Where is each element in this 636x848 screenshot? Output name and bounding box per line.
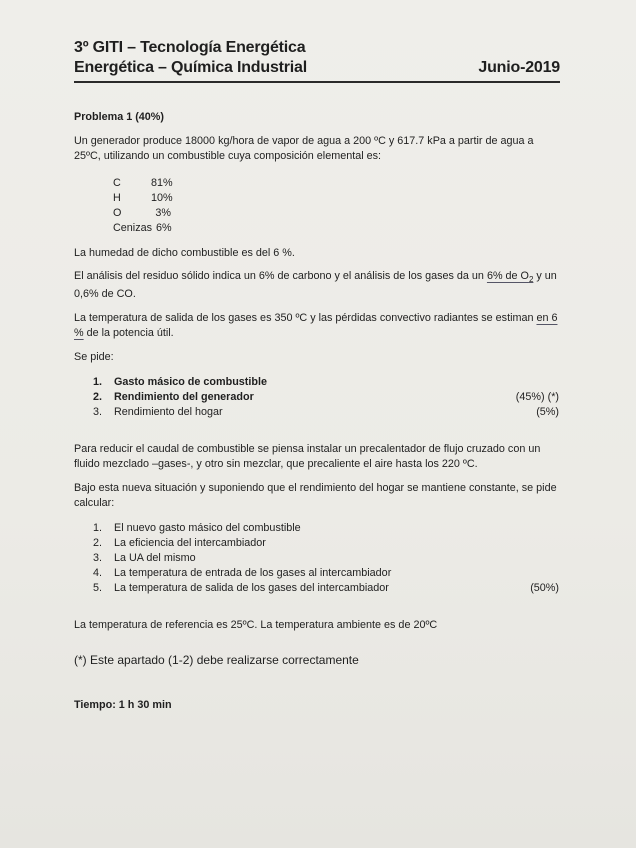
analysis-part: El análisis del residuo sólido indica un 6% de carbono y el análisis de los gases da un	[74, 270, 487, 282]
composition-row	[113, 221, 559, 236]
header-divider	[74, 81, 560, 83]
list-item	[93, 390, 559, 405]
questions-list-1	[93, 375, 559, 420]
item-text: La eficiencia del intercambiador	[114, 537, 266, 550]
element-percent: 6%	[156, 222, 172, 234]
analysis-part: y un 0,6% de CO.	[74, 270, 557, 301]
item-weight: (45%) (*)	[515, 391, 559, 404]
exam-time: Tiempo: 1 h 30 min	[74, 699, 172, 712]
list-item	[93, 375, 559, 390]
humidity-text: La humedad de dicho combustible es del 6 %.	[74, 247, 295, 259]
item-text: El nuevo gasto másico del combustible	[114, 522, 301, 535]
o2-subscript: 2	[528, 275, 534, 285]
precalentador-text: Para reducir el caudal de combustible se piensa instalar un precalentador de flujo cruzado con un fluido mezclado –gases-, y otro sin mezclar, que precaliente el aire hasta los 220 ºC.	[74, 443, 541, 471]
item-text: Gasto másico de combustible	[114, 376, 267, 389]
problem-title: Problema 1 (40%)	[74, 111, 165, 123]
item-number: 2.	[93, 537, 103, 550]
element-label: H	[113, 192, 121, 204]
problem-intro: Un generador produce 18000 kg/hora de vapor de agua a 200 ºC y 617.7 kPa a partir de agua a 25ºC, utilizando un combustible cuya composición elemental es:	[74, 135, 534, 162]
item-number: 2.	[93, 391, 103, 404]
temp-part: La temperatura de salida de los gases es 350 ºC y las pérdidas convectivo radiantes se estiman	[74, 312, 537, 325]
exam-date: Junio-2019	[478, 59, 560, 76]
list-item	[93, 551, 559, 566]
analysis-text	[74, 269, 559, 302]
list-item	[93, 405, 559, 420]
item-weight: (5%)	[536, 406, 559, 419]
element-label: Cenizas	[113, 222, 153, 234]
composition-table	[113, 176, 559, 236]
composition-row	[113, 176, 559, 191]
element-label: C	[113, 177, 121, 189]
element-percent: 3%	[155, 207, 171, 219]
item-number: 1.	[93, 376, 103, 389]
reference-temperature: La temperatura de referencia es 25ºC. La temperatura ambiente es de 20ºC	[74, 619, 438, 632]
bajo-text: Bajo esta nueva situación y suponiendo que el rendimiento del hogar se mantiene constante, se pide calcular:	[74, 482, 557, 510]
item-number: 3.	[93, 406, 103, 419]
o2-label: 6% de O	[486, 270, 529, 282]
element-percent: 10%	[151, 192, 173, 204]
subject-title: Energética – Química Industrial	[74, 59, 307, 76]
item-number: 4.	[93, 567, 103, 580]
se-pide: Se pide:	[74, 351, 114, 364]
item-number: 3.	[93, 552, 103, 565]
item-number: 5.	[93, 582, 103, 595]
exam-header	[74, 38, 560, 78]
item-text: La temperatura de entrada de los gases al intercambiador	[114, 567, 392, 580]
loss-value: en 6 %	[74, 312, 558, 340]
item-number: 1.	[93, 522, 103, 535]
footnote: (*) Este apartado (1-2) debe realizarse correctamente	[74, 653, 359, 668]
item-weight: (50%)	[530, 582, 559, 595]
item-text: La UA del mismo	[114, 552, 196, 565]
composition-row	[113, 191, 559, 206]
item-text: Rendimiento del hogar	[114, 406, 223, 419]
element-percent: 81%	[151, 177, 173, 189]
problem-body	[74, 110, 559, 713]
item-text: Rendimiento del generador	[114, 391, 254, 404]
item-text: La temperatura de salida de los gases del intercambiador	[114, 582, 389, 595]
list-item	[93, 521, 559, 536]
course-title: 3º GITI – Tecnología Energética	[74, 39, 306, 56]
questions-list-2	[93, 521, 559, 596]
subject-row	[74, 58, 560, 78]
list-item	[93, 581, 559, 596]
o2-value	[486, 270, 534, 285]
list-item	[93, 536, 559, 551]
composition-row	[113, 206, 559, 221]
list-item	[93, 566, 559, 581]
temperature-text	[74, 311, 559, 341]
temp-part: de la potencia útil.	[83, 327, 174, 340]
element-label: O	[113, 207, 122, 219]
